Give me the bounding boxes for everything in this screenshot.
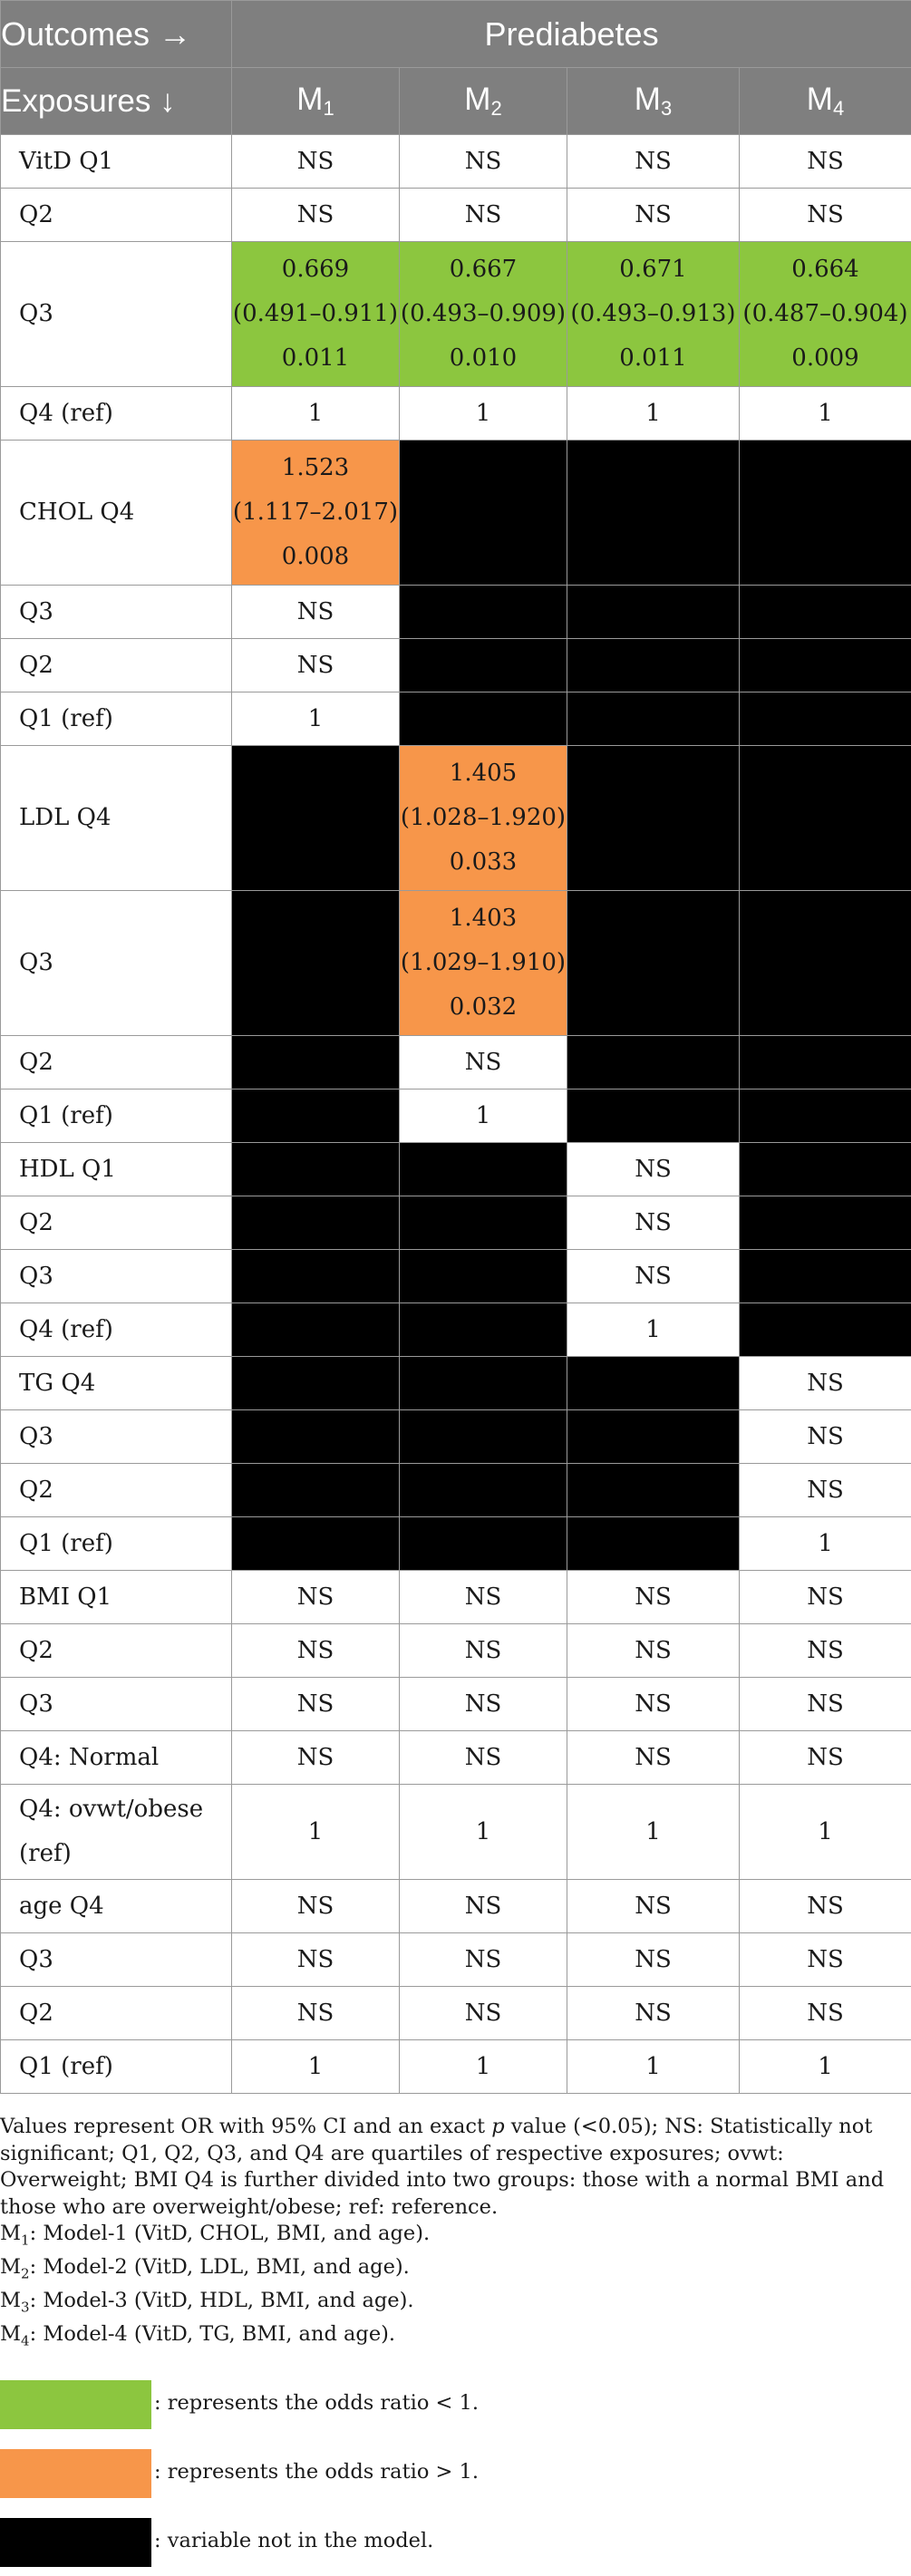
legend-text-green: : represents the odds ratio < 1. bbox=[154, 2391, 480, 2415]
not-in-model-cell bbox=[232, 1464, 400, 1517]
cell-value: (1.028–1.920) bbox=[400, 804, 567, 831]
cell-value: NS bbox=[296, 1892, 334, 1920]
not-in-model-cell bbox=[232, 1303, 400, 1357]
exposures-label: Exposures ↓ bbox=[1, 68, 232, 135]
not-in-model-cell bbox=[400, 1410, 567, 1464]
row-label: Q1 (ref) bbox=[1, 1089, 232, 1143]
table-row bbox=[1, 1250, 911, 1303]
cell-value: NS bbox=[807, 1422, 844, 1450]
cell-value: 1 bbox=[307, 2052, 324, 2080]
cell-value: NS bbox=[296, 1999, 334, 2027]
value-cell bbox=[567, 1987, 740, 2040]
cell-value: (0.491–0.911) bbox=[232, 300, 399, 327]
footnote-main: Values represent OR with 95% CI and an exact p value (<0.05); NS: Statistically not significant; Q1, Q2, Q3, and Q4 are quartiles of respective exposures; ovwt: Overweight; BMI Q4 is further divided into two groups: those with a normal BMI and those who are overweight/obese; ref: reference. bbox=[0, 2115, 885, 2219]
cell-value: NS bbox=[807, 1945, 844, 1973]
cell-value: NS bbox=[464, 1690, 502, 1718]
row-label: Q4 (ref) bbox=[1, 387, 232, 441]
value-cell bbox=[567, 1933, 740, 1987]
table-row bbox=[1, 692, 911, 746]
value-cell bbox=[232, 1678, 400, 1731]
value-cell bbox=[400, 1036, 567, 1089]
table-row bbox=[1, 1678, 911, 1731]
cell-value: 1 bbox=[645, 399, 661, 427]
value-cell bbox=[740, 1624, 911, 1678]
cell-value: NS bbox=[635, 1892, 672, 1920]
cell-value: NS bbox=[296, 1690, 334, 1718]
value-cell bbox=[400, 1933, 567, 1987]
cell-value: 1 bbox=[645, 2052, 661, 2080]
value-cell bbox=[740, 1731, 911, 1785]
footnotes bbox=[0, 2114, 906, 2355]
not-in-model-cell bbox=[740, 1036, 911, 1089]
row-label: Q4: Normal bbox=[1, 1731, 232, 1785]
value-cell bbox=[740, 1987, 911, 2040]
value-cell bbox=[232, 1624, 400, 1678]
cell-value: NS bbox=[464, 147, 502, 175]
cell-value: NS bbox=[635, 1208, 672, 1236]
value-cell bbox=[400, 1987, 567, 2040]
not-in-model-cell bbox=[400, 639, 567, 692]
legend-odds-below-1 bbox=[0, 2380, 906, 2435]
table-row bbox=[1, 1303, 911, 1357]
row-label: Q3 bbox=[1, 891, 232, 1036]
value-cell bbox=[400, 1880, 567, 1933]
header-row-outcomes bbox=[1, 1, 911, 68]
value-cell bbox=[400, 1089, 567, 1143]
not-in-model-cell bbox=[567, 1089, 740, 1143]
not-in-model-cell bbox=[400, 1196, 567, 1250]
cell-value: NS bbox=[296, 1945, 334, 1973]
value-cell bbox=[567, 1880, 740, 1933]
cell-value: 0.011 bbox=[281, 344, 350, 372]
not-in-model-cell bbox=[232, 1143, 400, 1196]
cell-value: 0.032 bbox=[449, 993, 518, 1021]
value-cell bbox=[400, 2040, 567, 2094]
cell-value: NS bbox=[807, 1583, 844, 1611]
cell-value: NS bbox=[635, 1155, 672, 1183]
not-in-model-cell bbox=[567, 746, 740, 891]
value-cell bbox=[740, 135, 911, 189]
not-in-model-cell bbox=[232, 1036, 400, 1089]
value-cell bbox=[400, 1785, 567, 1880]
value-cell bbox=[232, 639, 400, 692]
value-cell bbox=[740, 1571, 911, 1624]
value-cell bbox=[232, 242, 400, 387]
cell-value: NS bbox=[464, 1999, 502, 2027]
not-in-model-cell bbox=[567, 1036, 740, 1089]
row-label: Q2 bbox=[1, 1464, 232, 1517]
cell-value: 1 bbox=[645, 1817, 661, 1845]
model-note-3: $M_3$: Model-3 (VitD, HDL, BMI, and age). bbox=[0, 2289, 414, 2316]
not-in-model-cell bbox=[232, 1517, 400, 1571]
cell-value: NS bbox=[807, 1369, 844, 1397]
table-row bbox=[1, 1410, 911, 1464]
value-cell bbox=[232, 1785, 400, 1880]
legend-swatch-black bbox=[0, 2518, 151, 2567]
not-in-model-cell bbox=[400, 586, 567, 639]
table-row bbox=[1, 1089, 911, 1143]
value-cell bbox=[567, 1731, 740, 1785]
table-row bbox=[1, 1036, 911, 1089]
cell-value: NS bbox=[296, 1636, 334, 1664]
cell-value: 1 bbox=[475, 2052, 491, 2080]
not-in-model-cell bbox=[567, 1410, 740, 1464]
cell-value: 1.403 bbox=[449, 905, 518, 932]
cell-value: NS bbox=[296, 147, 334, 175]
not-in-model-cell bbox=[567, 441, 740, 586]
value-cell bbox=[232, 1571, 400, 1624]
value-cell bbox=[567, 1196, 740, 1250]
table-row bbox=[1, 1880, 911, 1933]
row-label: Q2 bbox=[1, 639, 232, 692]
not-in-model-cell bbox=[400, 1303, 567, 1357]
outcomes-label: Outcomes → bbox=[1, 1, 232, 68]
not-in-model-cell bbox=[740, 746, 911, 891]
row-label: Q2 bbox=[1, 1987, 232, 2040]
cell-value: NS bbox=[464, 1743, 502, 1771]
cell-value: 0.008 bbox=[281, 543, 350, 570]
legend-odds-above-1 bbox=[0, 2449, 906, 2503]
cell-value: NS bbox=[464, 1636, 502, 1664]
not-in-model-cell bbox=[567, 891, 740, 1036]
cell-value: 1 bbox=[818, 399, 833, 427]
legend-not-in-model bbox=[0, 2518, 906, 2572]
value-cell bbox=[567, 1785, 740, 1880]
value-cell bbox=[740, 2040, 911, 2094]
value-cell bbox=[567, 1624, 740, 1678]
value-cell bbox=[740, 189, 911, 242]
cell-value: NS bbox=[635, 1690, 672, 1718]
value-cell bbox=[740, 1517, 911, 1571]
table-row bbox=[1, 1571, 911, 1624]
value-cell bbox=[232, 135, 400, 189]
table-body bbox=[1, 135, 911, 2094]
table-row bbox=[1, 1731, 911, 1785]
cell-value: 1 bbox=[475, 399, 491, 427]
value-cell bbox=[740, 1785, 911, 1880]
not-in-model-cell bbox=[567, 586, 740, 639]
not-in-model-cell bbox=[232, 746, 400, 891]
cell-value: (1.117–2.017) bbox=[232, 499, 399, 526]
value-cell bbox=[400, 189, 567, 242]
row-label: VitD Q1 bbox=[1, 135, 232, 189]
cell-value: 0.667 bbox=[449, 256, 518, 283]
cell-value: NS bbox=[807, 1892, 844, 1920]
cell-value: 1 bbox=[307, 704, 324, 732]
not-in-model-cell bbox=[740, 1089, 911, 1143]
model-note-2: $M_2$: Model-2 (VitD, LDL, BMI, and age). bbox=[0, 2255, 410, 2282]
table-row bbox=[1, 586, 911, 639]
table-row bbox=[1, 746, 911, 891]
row-label: Q2 bbox=[1, 1036, 232, 1089]
value-cell bbox=[740, 242, 911, 387]
not-in-model-cell bbox=[740, 692, 911, 746]
cell-value: 1.523 bbox=[281, 454, 350, 481]
cell-value: 1 bbox=[818, 1529, 833, 1557]
row-label: Q2 bbox=[1, 1196, 232, 1250]
not-in-model-cell bbox=[400, 692, 567, 746]
value-cell bbox=[400, 746, 567, 891]
value-cell bbox=[232, 586, 400, 639]
row-label: Q4: ovwt/obese (ref) bbox=[1, 1785, 232, 1880]
not-in-model-cell bbox=[567, 1464, 740, 1517]
value-cell bbox=[232, 1987, 400, 2040]
value-cell bbox=[232, 2040, 400, 2094]
row-label: Q3 bbox=[1, 242, 232, 387]
legend-swatch-orange bbox=[0, 2449, 151, 2498]
cell-value: NS bbox=[296, 200, 334, 228]
row-label: HDL Q1 bbox=[1, 1143, 232, 1196]
cell-value: (0.493–0.909) bbox=[400, 300, 567, 327]
table-row bbox=[1, 1357, 911, 1410]
cell-value: NS bbox=[464, 1945, 502, 1973]
cell-value: NS bbox=[807, 147, 844, 175]
value-cell bbox=[400, 1624, 567, 1678]
table-row bbox=[1, 387, 911, 441]
cell-value: NS bbox=[464, 200, 502, 228]
not-in-model-cell bbox=[740, 586, 911, 639]
not-in-model-cell bbox=[232, 891, 400, 1036]
cell-value: 1 bbox=[307, 1817, 324, 1845]
cell-value: 0.010 bbox=[449, 344, 518, 372]
row-label: Q3 bbox=[1, 1410, 232, 1464]
value-cell bbox=[567, 1678, 740, 1731]
cell-value: NS bbox=[807, 1743, 844, 1771]
value-cell bbox=[400, 1731, 567, 1785]
legend-swatch-green bbox=[0, 2380, 151, 2429]
cell-value: 0.671 bbox=[619, 256, 687, 283]
value-cell bbox=[232, 189, 400, 242]
legend-text-black: : variable not in the model. bbox=[154, 2529, 434, 2552]
not-in-model-cell bbox=[740, 1250, 911, 1303]
table-row bbox=[1, 639, 911, 692]
not-in-model-cell bbox=[567, 692, 740, 746]
value-cell bbox=[400, 1571, 567, 1624]
table-row bbox=[1, 135, 911, 189]
not-in-model-cell bbox=[740, 639, 911, 692]
value-cell bbox=[740, 387, 911, 441]
not-in-model-cell bbox=[740, 441, 911, 586]
cell-value: (0.487–0.904) bbox=[742, 300, 908, 327]
not-in-model-cell bbox=[232, 1410, 400, 1464]
not-in-model-cell bbox=[400, 1464, 567, 1517]
cell-value: NS bbox=[807, 1999, 844, 2027]
model-header-2: $M_2$ bbox=[400, 68, 567, 135]
legend-text-orange: : represents the odds ratio > 1. bbox=[154, 2460, 480, 2484]
row-label: Q3 bbox=[1, 1678, 232, 1731]
value-cell bbox=[567, 1143, 740, 1196]
row-label: Q1 (ref) bbox=[1, 1517, 232, 1571]
table-row bbox=[1, 1987, 911, 2040]
header-row-exposures bbox=[1, 68, 911, 135]
table-row bbox=[1, 1933, 911, 1987]
row-label: BMI Q1 bbox=[1, 1571, 232, 1624]
value-cell bbox=[400, 1678, 567, 1731]
not-in-model-cell bbox=[740, 891, 911, 1036]
cell-value: NS bbox=[464, 1892, 502, 1920]
value-cell bbox=[232, 387, 400, 441]
model-header-4: $M_4$ bbox=[740, 68, 911, 135]
row-label: Q4 (ref) bbox=[1, 1303, 232, 1357]
row-label: Q2 bbox=[1, 189, 232, 242]
value-cell bbox=[567, 1303, 740, 1357]
value-cell bbox=[567, 1250, 740, 1303]
value-cell bbox=[400, 135, 567, 189]
cell-value: 0.011 bbox=[619, 344, 687, 372]
row-label: age Q4 bbox=[1, 1880, 232, 1933]
model-note-4: $M_4$: Model-4 (VitD, TG, BMI, and age). bbox=[0, 2322, 396, 2349]
table-row bbox=[1, 1517, 911, 1571]
cell-value: NS bbox=[635, 1999, 672, 2027]
cell-value: 1 bbox=[475, 1817, 491, 1845]
cell-value: NS bbox=[635, 200, 672, 228]
table-row bbox=[1, 242, 911, 387]
table-row bbox=[1, 441, 911, 586]
not-in-model-cell bbox=[740, 1196, 911, 1250]
row-label: CHOL Q4 bbox=[1, 441, 232, 586]
value-cell bbox=[232, 1880, 400, 1933]
cell-value: 0.009 bbox=[791, 344, 859, 372]
not-in-model-cell bbox=[400, 1357, 567, 1410]
not-in-model-cell bbox=[400, 1517, 567, 1571]
not-in-model-cell bbox=[232, 1196, 400, 1250]
cell-value: NS bbox=[807, 1636, 844, 1664]
table-row bbox=[1, 1624, 911, 1678]
cell-value: 1 bbox=[307, 399, 324, 427]
not-in-model-cell bbox=[400, 1250, 567, 1303]
value-cell bbox=[400, 242, 567, 387]
not-in-model-cell bbox=[740, 1303, 911, 1357]
cell-value: 1 bbox=[645, 1315, 661, 1343]
not-in-model-cell bbox=[567, 639, 740, 692]
cell-value: NS bbox=[296, 651, 334, 679]
cell-value: NS bbox=[464, 1048, 502, 1076]
model-note-1: $M_1$: Model-1 (VitD, CHOL, BMI, and age). bbox=[0, 2222, 431, 2249]
value-cell bbox=[567, 242, 740, 387]
row-label: Q3 bbox=[1, 586, 232, 639]
row-label: Q1 (ref) bbox=[1, 692, 232, 746]
table-row bbox=[1, 189, 911, 242]
not-in-model-cell bbox=[567, 1517, 740, 1571]
model-header-3: $M_3$ bbox=[567, 68, 740, 135]
row-label: LDL Q4 bbox=[1, 746, 232, 891]
value-cell bbox=[740, 1880, 911, 1933]
cell-value: 0.669 bbox=[281, 256, 350, 283]
row-label: Q1 (ref) bbox=[1, 2040, 232, 2094]
value-cell bbox=[400, 891, 567, 1036]
row-label: TG Q4 bbox=[1, 1357, 232, 1410]
value-cell bbox=[567, 189, 740, 242]
cell-value: NS bbox=[807, 1690, 844, 1718]
value-cell bbox=[740, 1410, 911, 1464]
not-in-model-cell bbox=[567, 1357, 740, 1410]
cell-value: (1.029–1.910) bbox=[400, 949, 567, 976]
value-cell bbox=[567, 135, 740, 189]
value-cell bbox=[567, 2040, 740, 2094]
cell-value: 0.664 bbox=[791, 256, 859, 283]
cell-value: NS bbox=[635, 1262, 672, 1290]
value-cell bbox=[232, 692, 400, 746]
cell-value: 1.405 bbox=[449, 760, 518, 787]
cell-value: 0.033 bbox=[449, 848, 518, 876]
cell-value: NS bbox=[807, 1476, 844, 1504]
table-row bbox=[1, 1196, 911, 1250]
model-header-1: $M_1$ bbox=[232, 68, 400, 135]
cell-value: NS bbox=[635, 1743, 672, 1771]
value-cell bbox=[232, 1933, 400, 1987]
cell-value: 1 bbox=[475, 1101, 491, 1129]
table-row bbox=[1, 2040, 911, 2094]
table-row bbox=[1, 1464, 911, 1517]
value-cell bbox=[232, 1731, 400, 1785]
row-label: Q3 bbox=[1, 1933, 232, 1987]
cell-value: 1 bbox=[818, 2052, 833, 2080]
row-label: Q3 bbox=[1, 1250, 232, 1303]
value-cell bbox=[740, 1357, 911, 1410]
not-in-model-cell bbox=[740, 1143, 911, 1196]
value-cell bbox=[740, 1933, 911, 1987]
value-cell bbox=[400, 387, 567, 441]
outcome-name: Prediabetes bbox=[232, 1, 911, 68]
not-in-model-cell bbox=[232, 1089, 400, 1143]
not-in-model-cell bbox=[400, 1143, 567, 1196]
table-row bbox=[1, 1785, 911, 1880]
cell-value: NS bbox=[635, 147, 672, 175]
table-row bbox=[1, 1143, 911, 1196]
value-cell bbox=[567, 387, 740, 441]
value-cell bbox=[232, 441, 400, 586]
not-in-model-cell bbox=[400, 441, 567, 586]
cell-value: NS bbox=[635, 1945, 672, 1973]
value-cell bbox=[567, 1571, 740, 1624]
cell-value: NS bbox=[635, 1636, 672, 1664]
cell-value: 1 bbox=[818, 1817, 833, 1845]
cell-value: NS bbox=[296, 1743, 334, 1771]
not-in-model-cell bbox=[232, 1357, 400, 1410]
cell-value: (0.493–0.913) bbox=[570, 300, 736, 327]
row-label: Q2 bbox=[1, 1624, 232, 1678]
not-in-model-cell bbox=[232, 1250, 400, 1303]
cell-value: NS bbox=[635, 1583, 672, 1611]
cell-value: NS bbox=[464, 1583, 502, 1611]
value-cell bbox=[740, 1464, 911, 1517]
cell-value: NS bbox=[296, 1583, 334, 1611]
cell-value: NS bbox=[296, 597, 334, 625]
table-row bbox=[1, 891, 911, 1036]
cell-value: NS bbox=[807, 200, 844, 228]
value-cell bbox=[740, 1678, 911, 1731]
